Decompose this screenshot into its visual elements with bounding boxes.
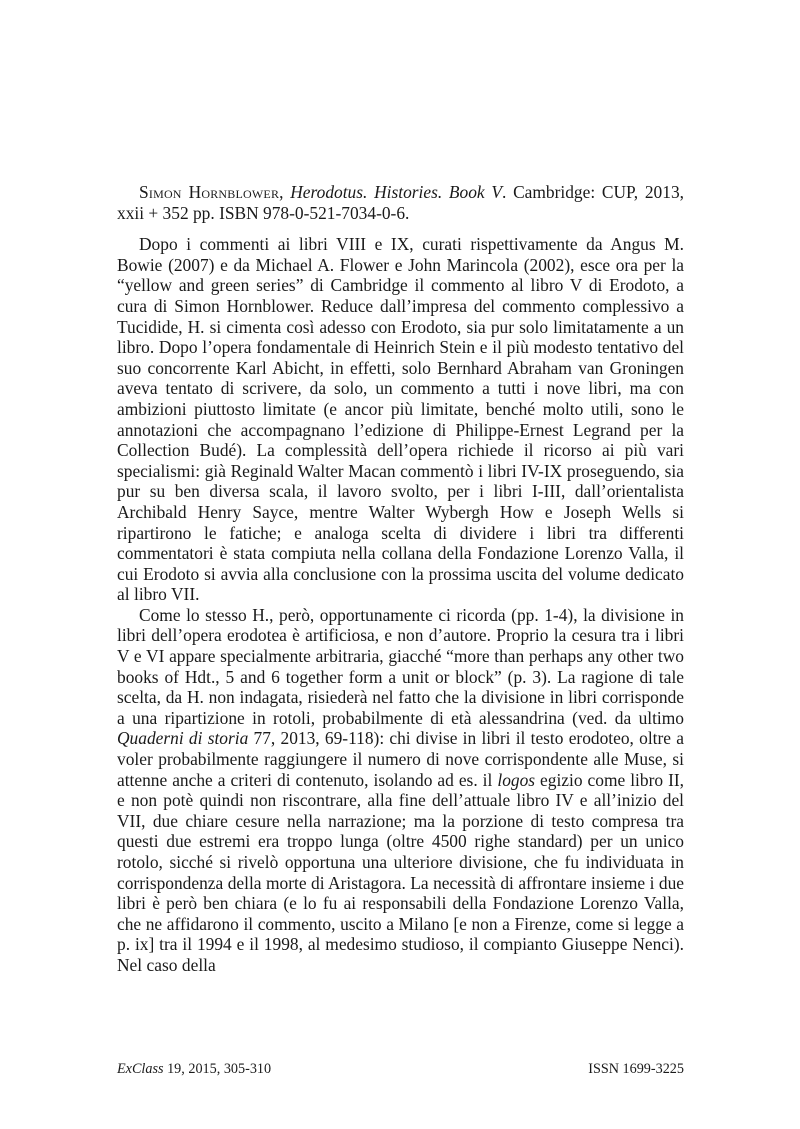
- book-title: Herodotus. Histories. Book V: [290, 182, 502, 202]
- journal-issue-pages: 19, 2015, 305-310: [163, 1061, 272, 1077]
- paragraph-segment: Dopo i commenti ai libri VIII e IX, curati rispettivamente da Angus M. Bowie (2007) e da Michael A. Flower e John Marincola (2002), esce ora per la “yellow and green series” di Cambridge il commento al libro V di Erodoto, a cura di Simon Hornblower. Reduce dall’impresa del commento complessivo a Tucidide, H. si cimenta così adesso con Erodoto, sia pur solo limitatamente a un libro. Dopo l’opera fondamentale di Heinrich Stein e il più modesto tentativo del suo concorrente Karl Abicht, in effetti, solo Bernhard Abraham van Groningen aveva tentato di scrivere, da solo, un commento a tutti i nove libri, ma con ambizioni piuttosto limitate (e ancor più limitate, benché molto utili, sono le annotazioni che accompagnano l’edizione di Philippe-Ernest Legrand per la Collection Budé). La complessità dell’opera richiede il ricorso ai più vari specialismi: già Reginald Walter Macan commentò i libri IV-IX proseguendo, sia pur su ben diversa scala, il lavoro svolto, per i libri I-III, dall’orientalista Archibald Henry Sayce, mentre Walter Wybergh How e Joseph Wells si ripartirono le fatiche; e analoga scelta di dividere i libri tra differenti commentatori è stata compiuta nella collana della Fondazione Lorenzo Valla, il cui Erodoto si avvia alla conclusione con la prossima uscita del volume dedicato al libro VII.: [117, 234, 684, 605]
- cited-journal-title: Quaderni di storia: [117, 728, 249, 749]
- book-author-separator: ,: [279, 182, 291, 202]
- book-reference-heading: [117, 182, 684, 223]
- page-footer: [117, 1060, 684, 1078]
- journal-name: ExClass: [117, 1061, 164, 1077]
- body-paragraph-1: [117, 234, 684, 605]
- paragraph-segment: 77, 2013, 69-118): chi divise in libri il testo erodoteo, oltre a voler probabilmente raggiungere il numero di nove corrispondente alle Muse, si attenne anche a criteri di contenuto, isolando ad es. il: [117, 728, 684, 790]
- paragraph-segment: Come lo stesso H., però, opportunamente ci ricorda (pp. 1-4), la divisione in libri dell’opera erodotea è artificiosa, e non d’autore. Proprio la cesura tra i libri V e VI appare specialmente arbitraria, giacché “more than perhaps any other two books of Hdt., 5 and 6 together form a unit or block” (p. 3). La ragione di tale scelta, da H. non indagata, risiederà nel fatto che la divisione in libri corrisponde a una ripartizione in rotoli, probabilmente di età alessandrina (ved. da ultimo: [117, 604, 684, 728]
- greek-term-logos: logos: [497, 769, 536, 790]
- paragraph-segment: egizio come libro II, e non potè quindi non riscontrare, alla fine dell’attuale libro IV e all’inizio del VII, due chiare cesure nella narrazione; ma la porzione di testo compresa tra questi due estremi era troppo lunga (oltre 4500 righe standard) per un unico rotolo, sicché si rivelò opportuna una ulteriore divisione, che fu individuata in corrispondenza della morte di Aristagora. La necessità di affrontare insieme i due libri è però ben chiara (e lo fu ai responsabili della Fondazione Lorenzo Valla, che ne affidarono il commento, uscito a Milano [e non a Firenze, come si legge a p. ix] tra il 1994 e il 1998, al medesimo studioso, il compianto Giuseppe Nenci). Nel caso della: [117, 769, 685, 975]
- footer-citation: [117, 1060, 271, 1078]
- book-imprint: . Cambridge: CUP, 2013, xxii + 352 pp. ISBN 978-0-521-7034-0-6.: [117, 182, 684, 223]
- footer-issn: ISSN 1699-3225: [588, 1061, 684, 1077]
- page-content: [117, 182, 684, 976]
- body-paragraph-2: [117, 605, 684, 976]
- book-author: Simon Hornblower: [139, 182, 280, 202]
